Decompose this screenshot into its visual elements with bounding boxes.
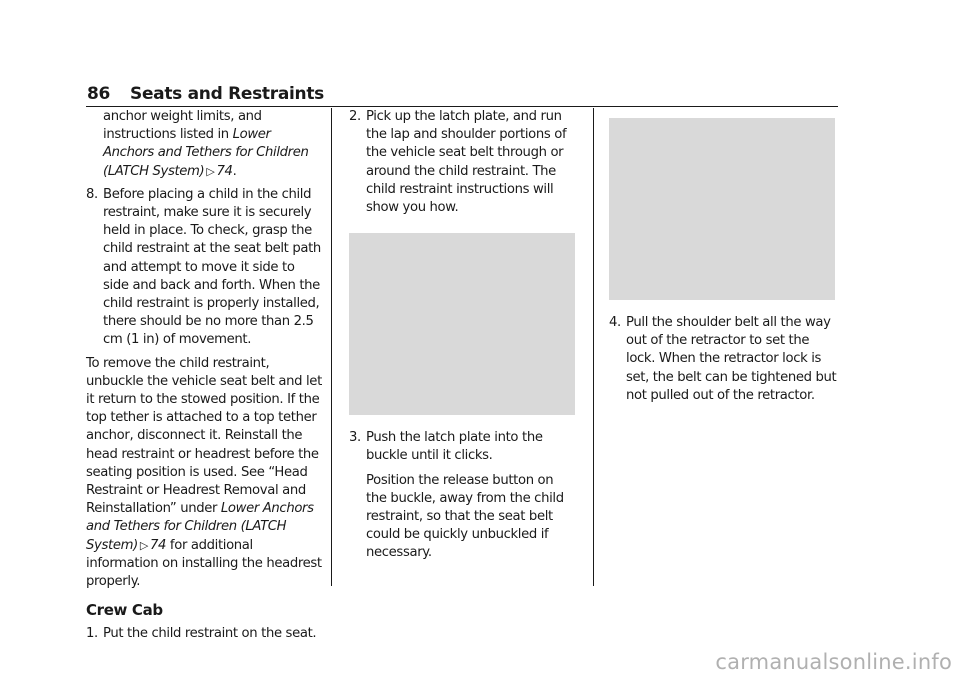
illustration-shoulder-belt	[609, 118, 835, 300]
section-title: Seats and Restraints	[130, 84, 324, 104]
continued-paragraph: anchor weight limits, and instructions listed in Lower Anchors and Tethers for Children (LATCH System) ▷ 74.	[103, 109, 309, 179]
column-3	[609, 108, 837, 405]
step-number: 8.	[86, 186, 98, 202]
step-2: 2. Pick up the latch plate, and run the lap and shoulder portions of the vehicle seat belt through or around the child restraint. The child restraint instructions will show you how.	[349, 109, 567, 216]
cross-reference-link[interactable]: Lower Anchors and Tethers for Children (LATCH System)	[103, 127, 309, 179]
page-header	[86, 82, 838, 107]
right-arrow-icon: ▷	[206, 164, 215, 178]
body-paragraph: To remove the child restraint, unbuckle the vehicle seat belt and let it return to the stowed position. If the top tether is attached to a top tether anchor, disconnect it. Reinstall the head restraint or headrest before the seating position is used. See “Head Restraint or Headrest Removal and Reinstallation” under Lower Anchors and Tethers for Children (LATCH System) ▷ 74 for additional information on installing the headrest properly.	[86, 355, 322, 590]
step-number: 2.	[349, 109, 361, 124]
step-number: 4.	[609, 315, 621, 330]
cross-reference-link[interactable]: Lower Anchors and Tethers for Children (LATCH System)	[86, 501, 314, 553]
page-reference[interactable]: 74	[150, 537, 167, 553]
column-divider	[331, 108, 332, 586]
step-3-note: Position the release button on the buckle, away from the child restraint, so that the seat belt could be quickly unbuckled if necessary.	[366, 472, 564, 561]
column-2	[349, 108, 577, 563]
page-reference[interactable]: 74	[216, 163, 233, 179]
step-8: 8. Before placing a child in the child restraint, make sure it is securely held in place. To check, grasp the child restraint at the seat belt path and attempt to move it side to side and back and forth. When the child restraint is properly installed, there should be no more than 2.5 cm (1 in) of movement.	[86, 186, 321, 348]
page-number: 86	[87, 84, 111, 104]
step-number: 3.	[349, 430, 361, 446]
column-divider	[593, 108, 594, 586]
illustration-latch-plate	[349, 233, 575, 415]
step-number: 1.	[86, 626, 98, 642]
step-4: 4. Pull the shoulder belt all the way out of the retractor to set the lock. When the retractor lock is set, the belt can be tightened but not pulled out of the retractor.	[609, 315, 837, 403]
step-1: 1. Put the child restraint on the seat.	[86, 625, 322, 643]
subheading: Crew Cab	[86, 601, 163, 620]
right-arrow-icon: ▷	[139, 538, 148, 552]
watermark-text: carmanualsonline.info	[715, 650, 952, 674]
column-1	[86, 108, 322, 644]
step-3: 3. Push the latch plate into the buckle until it clicks.	[349, 430, 543, 464]
